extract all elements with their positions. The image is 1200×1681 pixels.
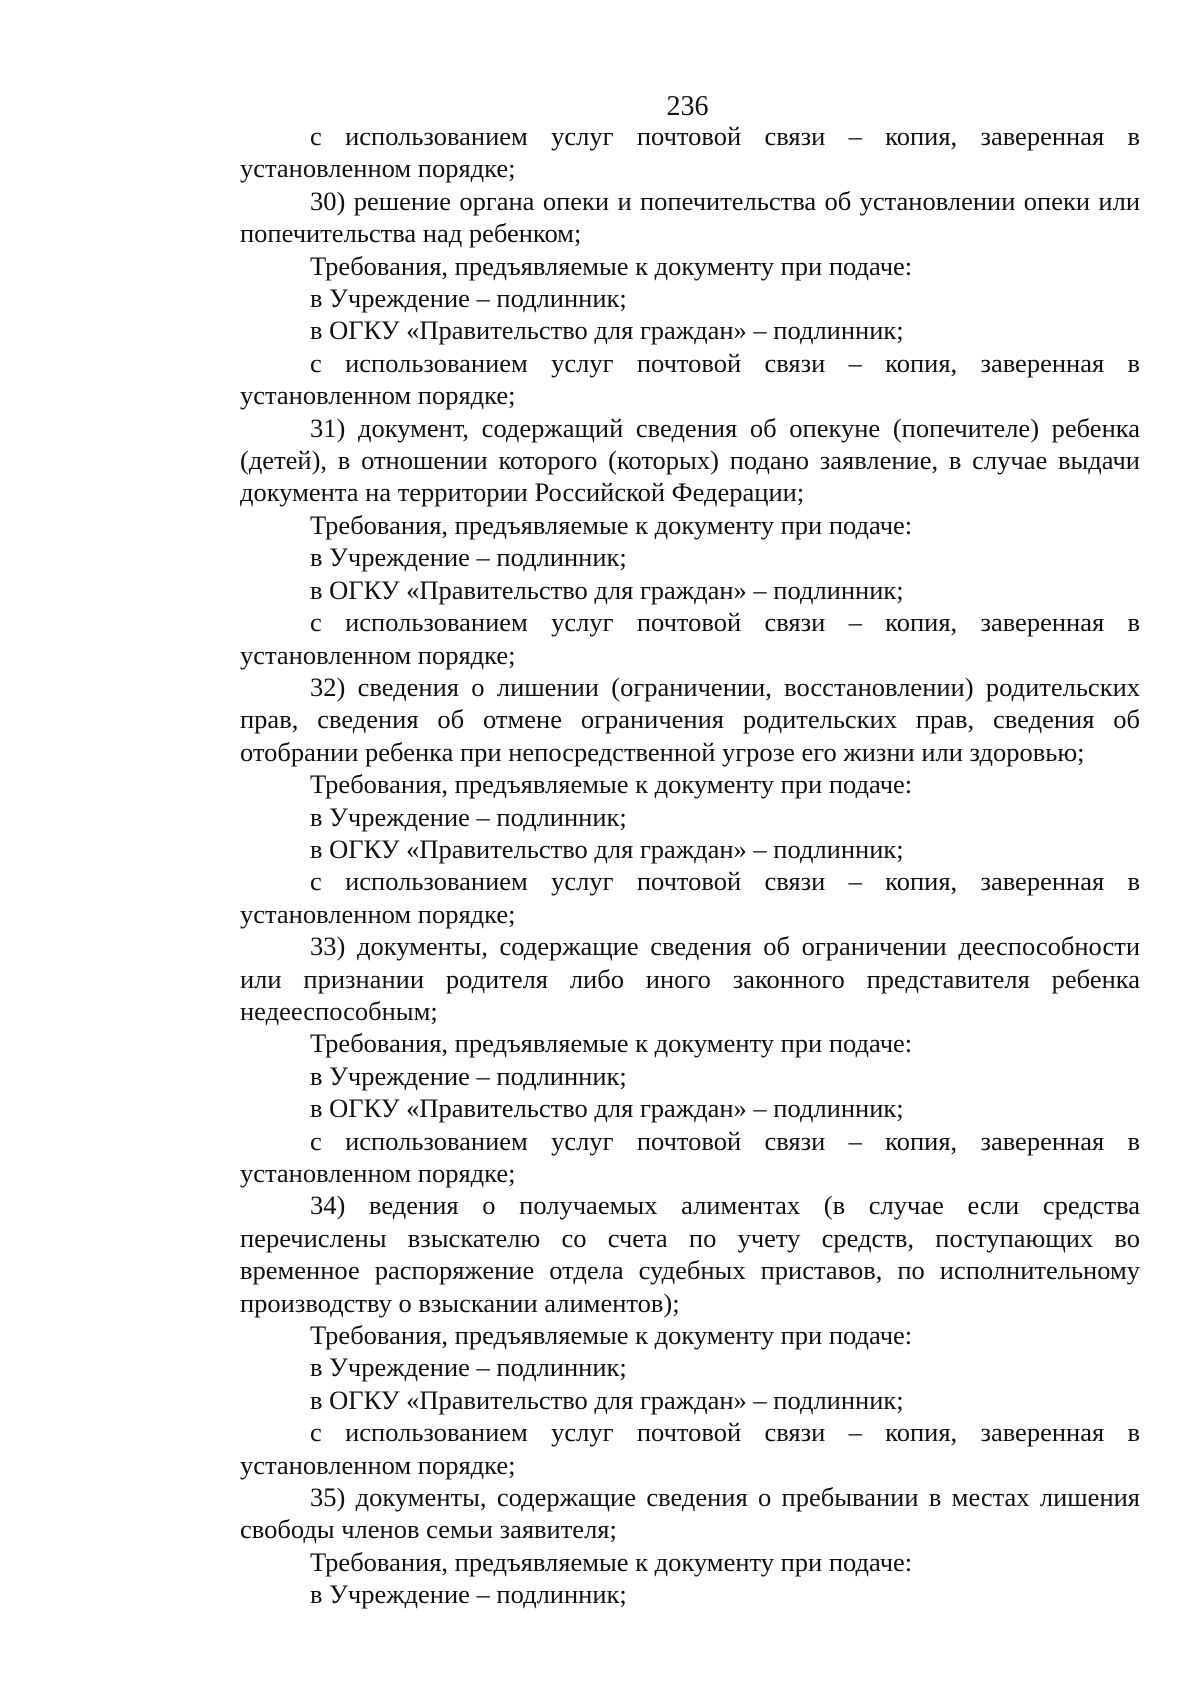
paragraph: Требования, предъявляемые к документу при подаче: xyxy=(310,250,913,281)
paragraph: 31) документ, содержащий сведения об опекуне (попечителе) ребенка (детей), в отношении которого (которых) подано заявление, в случае выдачи документа на территории Российской Федерации; xyxy=(240,412,1140,508)
paragraph: в ОГКУ «Правительство для граждан» – подлинник; xyxy=(310,574,904,605)
paragraph: Требования, предъявляемые к документу при подаче: xyxy=(310,509,913,540)
paragraph: Требования, предъявляемые к документу при подаче: xyxy=(310,1320,913,1351)
paragraph: 34) ведения о получаемых алиментах (в случае если средства перечислены взыскателю со счета по учету средств, поступающих во временное распоряжение отдела судебных приставов, по исполнительному производству о взыскании алиментов); xyxy=(240,1190,1140,1318)
paragraph: в ОГКУ «Правительство для граждан» – подлинник; xyxy=(310,833,904,864)
paragraph: с использованием услуг почтовой связи – копия, заверенная в установленном порядке; xyxy=(240,347,1140,411)
paragraph: в Учреждение – подлинник; xyxy=(310,1352,627,1383)
paragraph: в Учреждение – подлинник; xyxy=(310,1060,627,1091)
paragraph: с использованием услуг почтовой связи – копия, заверенная в установленном порядке; xyxy=(240,866,1140,929)
paragraph: Требования, предъявляемые к документу при подаче: xyxy=(310,1028,913,1059)
paragraph: Требования, предъявляемые к документу при подаче: xyxy=(310,769,913,800)
paragraph: с использованием услуг почтовой связи – копия, заверенная в установленном порядке; xyxy=(240,1417,1140,1480)
paragraph: в Учреждение – подлинник; xyxy=(310,801,627,832)
paragraph: в Учреждение – подлинник; xyxy=(310,283,627,314)
paragraph: с использованием услуг почтовой связи – копия, заверенная в установленном порядке; xyxy=(240,121,1140,184)
paragraph: Требования, предъявляемые к документу при подаче: xyxy=(310,1546,913,1577)
paragraph: 35) документы, содержащие сведения о пребывании в местах лишения свободы членов семьи заявителя; xyxy=(240,1482,1140,1545)
paragraph: 30) решение органа опеки и попечительства об установлении опеки или попечительства над ребенком; xyxy=(240,185,1140,249)
paragraph: 32) сведения о лишении (ограничении, восстановлении) родительских прав, сведения об отмене ограничения родительских прав, сведения об отобрании ребенка при непосредственной угрозе его жизни или здоровью; xyxy=(240,671,1140,767)
document-body xyxy=(240,120,1140,1611)
paragraph: в Учреждение – подлинник; xyxy=(310,542,627,573)
paragraph: с использованием услуг почтовой связи – копия, заверенная в установленном порядке; xyxy=(240,607,1140,670)
page-number: 236 xyxy=(666,91,709,122)
paragraph: в ОГКУ «Правительство для граждан» – подлинник; xyxy=(310,1384,904,1415)
paragraph: с использованием услуг почтовой связи – копия, заверенная в установленном порядке; xyxy=(240,1125,1140,1188)
paragraph: в ОГКУ «Правительство для граждан» – подлинник; xyxy=(310,1093,904,1124)
paragraph: в ОГКУ «Правительство для граждан» – подлинник; xyxy=(310,315,904,346)
paragraph: в Учреждение – подлинник; xyxy=(310,1579,627,1610)
paragraph: 33) документы, содержащие сведения об ограничении дееспособности или признании родителя либо иного законного представителя ребенка недееспособным; xyxy=(240,931,1140,1026)
